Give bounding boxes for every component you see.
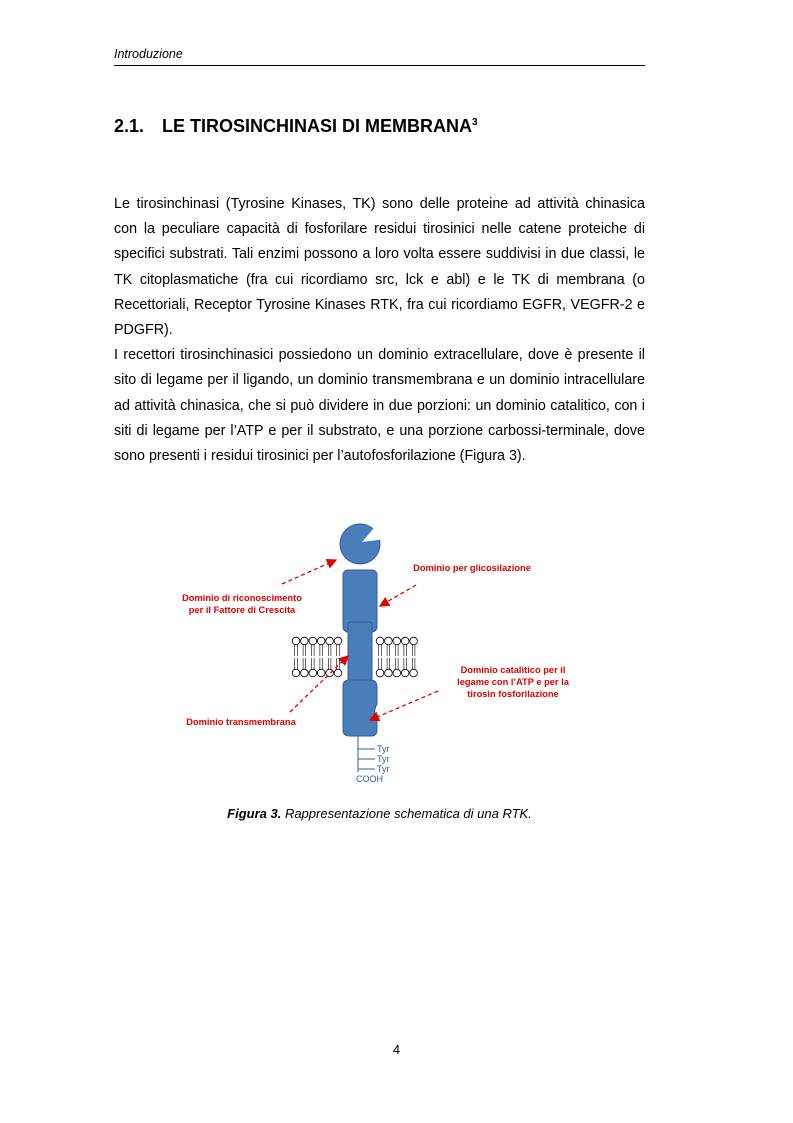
running-header: Introduzione — [114, 47, 183, 61]
section-title: LE TIROSINCHINASI DI MEMBRANA — [162, 116, 472, 136]
section-heading — [114, 116, 478, 137]
label-catalytic: Dominio catalitico per il legame con l’ATP e per la tirosin fosforilazione — [457, 665, 569, 699]
header-rule — [114, 65, 645, 66]
residue-tyr-1: Tyr — [377, 744, 390, 754]
rtk-figure — [170, 516, 590, 796]
residue-tyr-3: Tyr — [377, 764, 390, 774]
label-recognition: Dominio di riconoscimento per il Fattore di Crescita — [182, 593, 302, 615]
paragraph-1: Le tirosinchinasi (Tyrosine Kinases, TK) sono delle proteine ad attività chinasica con la peculiare capacità di fosforilare residui tirosinici nelle catene proteiche di specifici substrati. Tali enzimi possono a loro volta essere suddivisi in due classi, le TK citoplasmatiche (fra cui ricordiamo src, lck e abl) e le TK di membrana (o Recettoriali, Receptor Tyrosine Kinases RTK, fra cui ricordiamo EGFR, VEGFR-2 e PDGFR). — [114, 196, 645, 339]
c-terminal-tail — [358, 736, 375, 772]
caption-label: Figura 3. — [227, 806, 282, 821]
page-number: 4 — [392, 1042, 401, 1057]
ligand-binding-domain — [340, 524, 380, 564]
residue-tyr-2: Tyr — [377, 754, 390, 764]
section-number: 2.1. — [114, 116, 145, 136]
label-glycosylation: Dominio per glicosilazione — [413, 563, 531, 573]
paragraph-2: I recettori tirosinchinasici possiedono un dominio extracellulare, dove è presente il sito di legame per il ligando, un dominio transmembrana e un dominio intracellulare ad attività chinasica, che si può dividere in due porzioni: un dominio catalitico, con i siti di legame per l’ATP e per il substrato, e una porzione carbossi-terminale, dove sono presenti i residui tirosinici per l’autofosforilazione (Figura 3). — [114, 347, 645, 465]
catalytic-domain — [343, 680, 377, 736]
transmembrane-domain — [348, 622, 372, 686]
body-text — [114, 192, 645, 469]
footnote-reference: 3 — [472, 117, 478, 128]
figure-caption — [114, 806, 645, 821]
cooh-terminus: COOH — [356, 774, 383, 784]
label-transmembrane: Dominio transmembrana — [186, 717, 296, 727]
caption-text: Rappresentazione schematica di una RTK. — [281, 806, 532, 821]
